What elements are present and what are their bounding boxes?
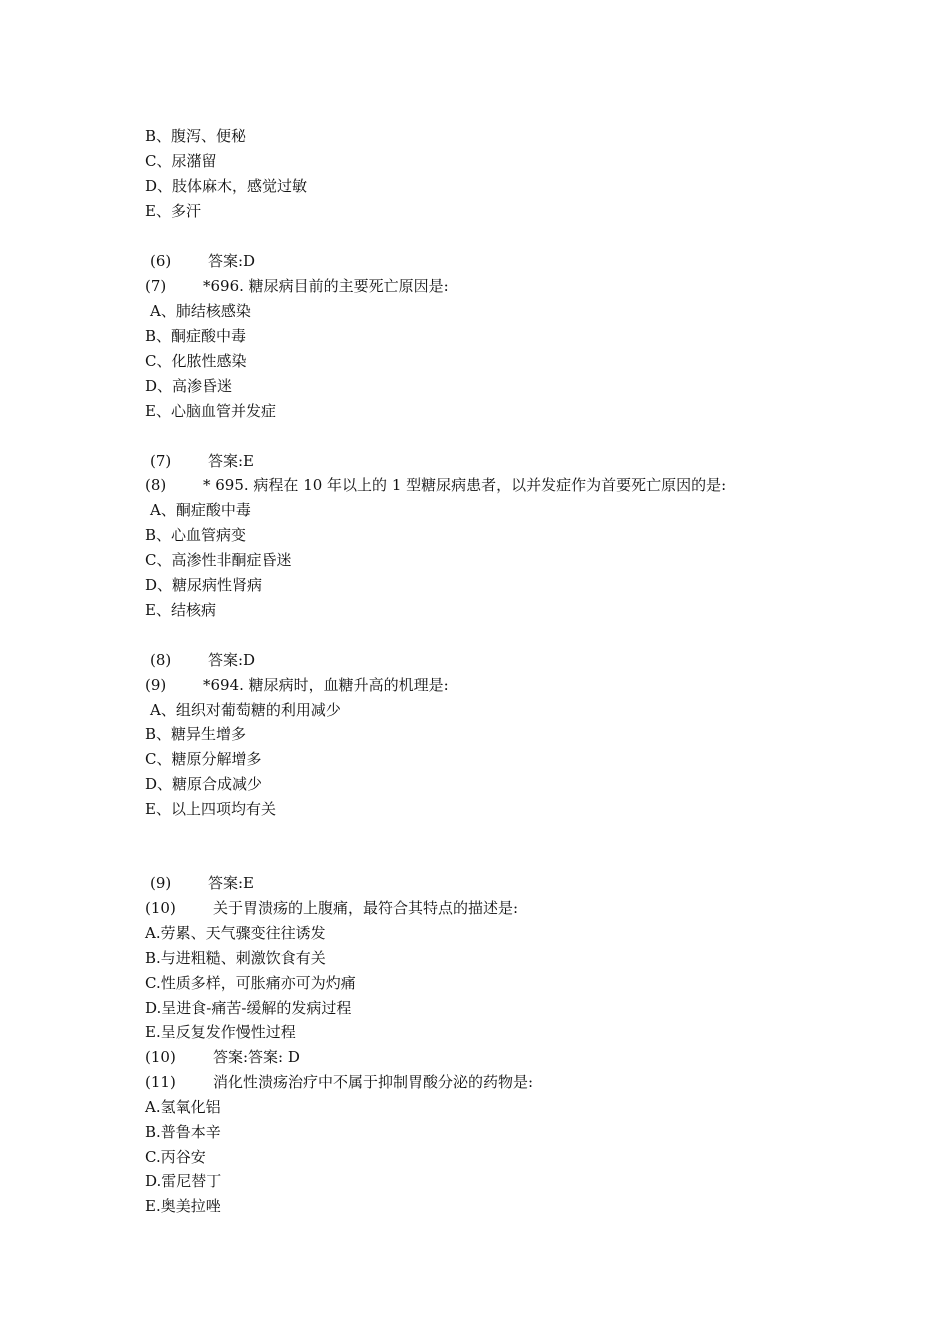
option-d: D、糖尿病性肾病 (145, 576, 263, 594)
answer-line-8 (150, 649, 255, 671)
question-text: * 695. 病程在 10 年以上的 1 型糖尿病患者，以并发症作为首要死亡原因的是: (203, 476, 727, 494)
option-b: B、酮症酸中毒 (145, 327, 247, 345)
option-d: D、肢体麻木，感觉过敏 (145, 177, 308, 195)
answer-line-6 (150, 250, 255, 272)
answer-text: 答案:D (208, 651, 256, 669)
question-text: *694. 糖尿病时，血糖升高的机理是: (203, 676, 449, 694)
option-e: E.奥美拉唑 (145, 1197, 221, 1215)
option-e: E、以上四项均有关 (145, 800, 276, 818)
question-number: (7) (145, 277, 167, 295)
question-number: (11) (145, 1073, 176, 1091)
answer-line-10 (145, 1046, 300, 1068)
question-line-9 (145, 674, 449, 696)
answer-line-9 (150, 872, 254, 894)
option-d: D.雷尼替丁 (145, 1172, 222, 1190)
option-d: D、糖原合成减少 (145, 775, 263, 793)
option-d: D、高渗昏迷 (145, 377, 233, 395)
question-line-8 (145, 474, 726, 496)
question-text: 消化性溃疡治疗中不属于抑制胃酸分泌的药物是: (213, 1073, 534, 1091)
answer-text: 答案:E (208, 452, 255, 470)
option-e: E.呈反复发作慢性过程 (145, 1023, 296, 1041)
answer-text: 答案:答案: D (213, 1048, 300, 1066)
option-e: E、心脑血管并发症 (145, 402, 276, 420)
option-a: A、肺结核感染 (150, 302, 251, 320)
option-b: B.与进粗糙、刺激饮食有关 (145, 949, 326, 967)
question-number: (8) (145, 476, 167, 494)
question-line-10 (145, 897, 518, 919)
option-e: E、结核病 (145, 601, 216, 619)
option-c: C、化脓性感染 (145, 352, 247, 370)
option-a: A、酮症酸中毒 (150, 501, 251, 519)
option-e: E、多汗 (145, 202, 201, 220)
question-text: 关于胃溃疡的上腹痛，最符合其特点的描述是: (213, 899, 519, 917)
option-b: B.普鲁本辛 (145, 1123, 221, 1141)
question-number: (9) (145, 676, 167, 694)
answer-line-7 (150, 450, 254, 472)
question-number: (10) (145, 899, 176, 917)
option-b: B、糖异生增多 (145, 725, 247, 743)
option-b: B、腹泻、便秘 (145, 127, 247, 145)
option-c: C、尿潴留 (145, 152, 217, 170)
answer-text: 答案:E (208, 874, 255, 892)
option-d: D.呈进食-痛苦-缓解的发病过程 (145, 999, 352, 1017)
option-a: A.氢氧化铝 (145, 1098, 221, 1116)
option-b: B、心血管病变 (145, 526, 247, 544)
option-c: C、高渗性非酮症昏迷 (145, 551, 292, 569)
question-line-7 (145, 275, 449, 297)
answer-number: (8) (150, 651, 172, 669)
answer-number: (6) (150, 252, 172, 270)
answer-number: (10) (145, 1048, 176, 1066)
question-text: *696. 糖尿病目前的主要死亡原因是: (203, 277, 449, 295)
answer-number: (7) (150, 452, 172, 470)
option-c: C.性质多样，可胀痛亦可为灼痛 (145, 974, 356, 992)
option-c: C.丙谷安 (145, 1148, 206, 1166)
answer-text: 答案:D (208, 252, 256, 270)
answer-number: (9) (150, 874, 172, 892)
question-line-11 (145, 1071, 533, 1093)
option-a: A.劳累、天气骤变往往诱发 (145, 924, 326, 942)
option-a: A、组织对葡萄糖的利用减少 (150, 701, 341, 719)
option-c: C、糖原分解增多 (145, 750, 262, 768)
